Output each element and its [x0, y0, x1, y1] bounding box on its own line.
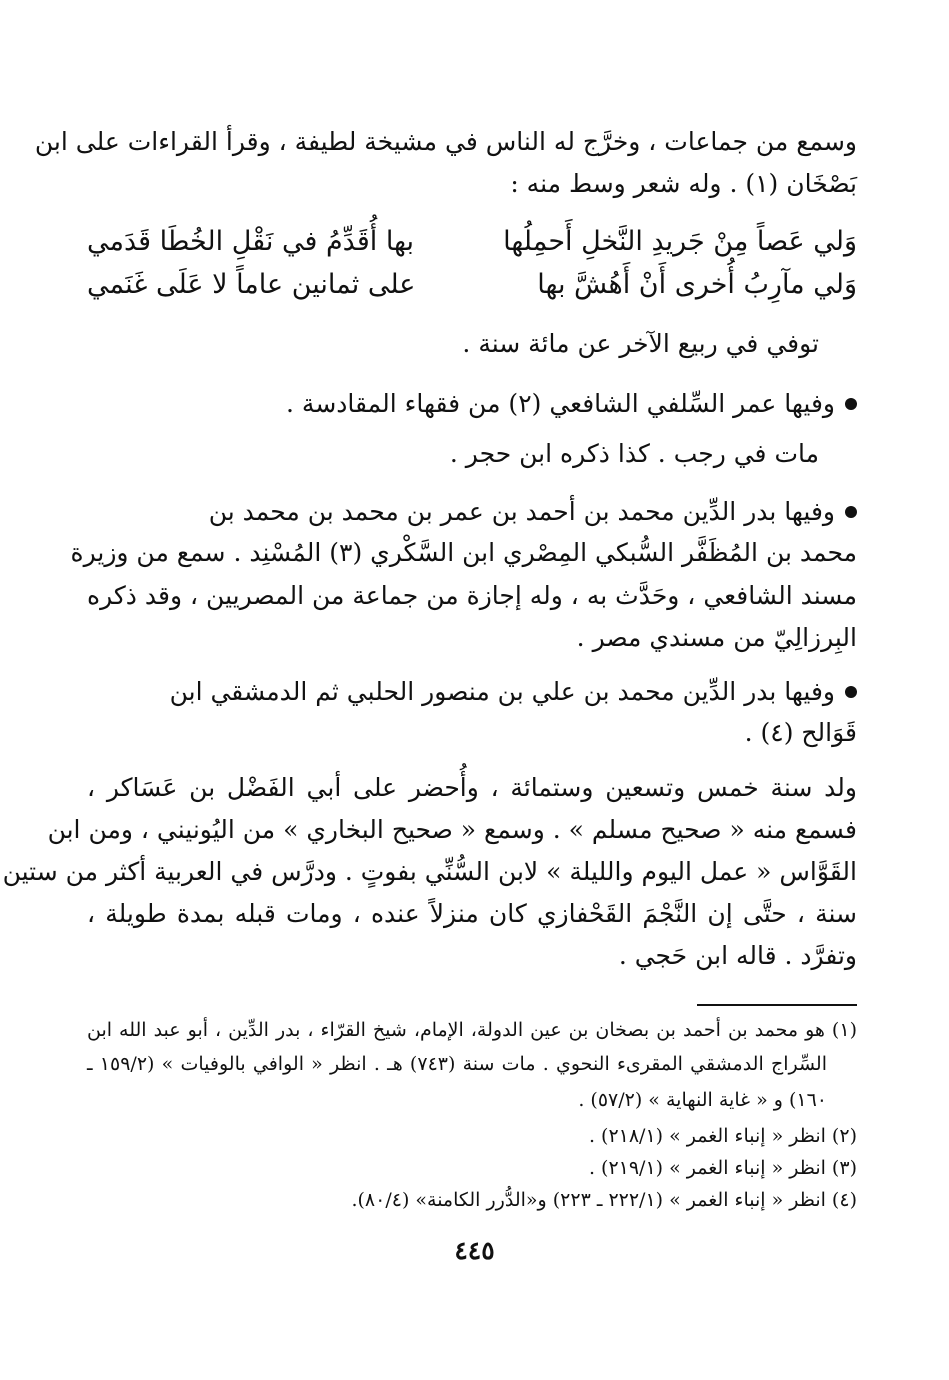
bullet-marker [845, 686, 857, 698]
body-text-line: سنة ، حتَّى إن النَّجْمَ القَحْفازي كان منزلاً عنده ، ومات قبله بمدة طويلة ، [87, 899, 857, 928]
body-text-line: وتفرَّد . قاله ابن حَجي . [618, 941, 857, 970]
body-text-line: البِرزالِيّ من مسندي مصر . [576, 623, 857, 652]
page-number: ٤٤٥ [454, 1236, 495, 1265]
body-text-line: قَوَالح (٤) . [744, 718, 857, 747]
body-text-line: وسمع من جماعات ، وخرَّج له الناس في مشيخة لطيفة ، وقرأ القراءات على ابن [34, 127, 857, 156]
poem-verse [87, 223, 857, 261]
bullet-marker [845, 506, 857, 518]
poem-second-hemistich: بها أُقَدِّمُ في نَقْلِ الخُطَا قَدَمي [87, 226, 415, 257]
poem-first-hemistich: وَلي مآرِبُ أُخرى أَنْ أَهُشَّ بها [537, 269, 857, 300]
footnote-line: (١) هو محمد بن أحمد بن بصخان بن عين الدولة، الإمام، شيخ القرّاء ، بدر الدِّين ، أبو عبد الله ابن [87, 1019, 857, 1041]
footnote-line: السِّراج الدمشقي المقرىء النحوي . مات سنة (٧٤٣) هـ . انظر « الوافي بالوفيات » (١٥٩/٢ ـ [87, 1053, 828, 1075]
poem-first-hemistich: وَلي عَصاً مِنْ جَريدِ النَّخلِ أَحمِلُها [503, 226, 857, 257]
footnote-separator [697, 1004, 857, 1006]
entry-line [87, 492, 857, 530]
body-text-line: مات في رجب . كذا ذكره ابن حجر . [449, 439, 819, 468]
poem-second-hemistich: على ثمانين عاماً لا عَلَى غَنَمي [87, 269, 416, 300]
body-text-line: مسند الشافعي ، وحَدَّث به ، وله إجازة من جماعة من المصريين ، وقد ذكره [87, 581, 857, 610]
body-text-line: بَصْخَان (١) . وله شعر وسط منه : [510, 169, 857, 198]
body-text-line: ولد سنة خمس وتسعين وستمائة ، وأُحضر على أبي الفَضْل بن عَسَاكر ، [87, 773, 857, 802]
footnote-line: (٢) انظر « إنباء الغمر » (٢١٨/١) . [588, 1125, 857, 1147]
entry-text: وفيها بدر الدِّين محمد بن أحمد بن عمر بن محمد بن محمد بن [208, 497, 835, 526]
entry-line [87, 672, 857, 710]
body-text-line: فسمع منه « صحيح مسلم » . وسمع « صحيح البخاري » من اليُونيني ، ومن ابن [47, 815, 857, 844]
footnote-line: (٤) انظر « إنباء الغمر » (٢٢٢/١ ـ ٢٢٣) و«الدُّرر الكامنة» (٨٠/٤). [351, 1189, 857, 1211]
body-text-line: القَوَّاس « عمل اليوم والليلة » لابن السُّنِّي بفوتٍ . ودرَّس في العربية أكثر من ستين [2, 857, 857, 886]
entry-text: وفيها عمر السِّلفي الشافعي (٢) من فقهاء المقادسة . [286, 389, 835, 418]
entry-text: وفيها بدر الدِّين محمد بن علي بن منصور الحلبي ثم الدمشقي ابن [169, 677, 835, 706]
body-text-line: محمد بن المُظَفَّر السُّبكي المِصْري ابن السَّكْري (٣) المُسْنِد . سمع من وزيرة [70, 538, 857, 567]
footnote-line: (٣) انظر « إنباء الغمر » (٢١٩/١) . [588, 1157, 857, 1179]
poem-verse [87, 266, 857, 304]
body-text-line: توفي في ربيع الآخر عن مائة سنة . [462, 329, 819, 358]
bullet-marker [845, 398, 857, 410]
entry-line [87, 384, 857, 422]
footnote-line: ١٦٠) و « غاية النهاية » (٥٧/٢) . [578, 1089, 827, 1111]
